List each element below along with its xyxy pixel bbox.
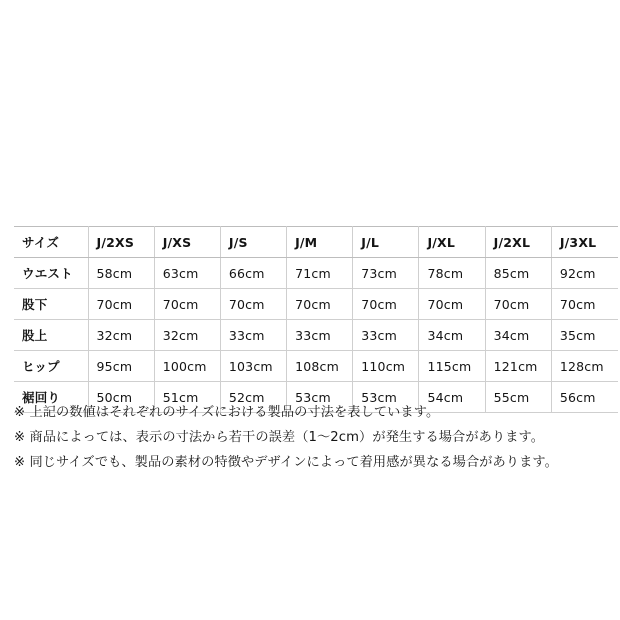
cell-hip-jl: 110cm — [353, 351, 419, 382]
cell-hem-jxl: 54cm — [419, 382, 485, 413]
cell-inseam-jm: 70cm — [287, 289, 353, 320]
column-header-js: J/S — [220, 227, 286, 258]
cell-hem-j2xl: 55cm — [485, 382, 551, 413]
cell-waist-jl: 73cm — [353, 258, 419, 289]
cell-rise-j2xl: 34cm — [485, 320, 551, 351]
cell-rise-j3xl: 35cm — [551, 320, 617, 351]
column-header-jxs: J/XS — [154, 227, 220, 258]
table-row — [14, 351, 618, 382]
cell-hem-js: 52cm — [220, 382, 286, 413]
cell-rise-jxs: 32cm — [154, 320, 220, 351]
cell-rise-jl: 33cm — [353, 320, 419, 351]
cell-hip-jxl: 115cm — [419, 351, 485, 382]
cell-hip-j2xs: 95cm — [88, 351, 154, 382]
cell-waist-j2xs: 58cm — [88, 258, 154, 289]
note-item: ※ 上記の数値はそれぞれのサイズにおける製品の寸法を表しています。 — [14, 405, 440, 420]
size-table-container — [14, 226, 606, 413]
cell-hem-jm: 53cm — [287, 382, 353, 413]
column-header-jl: J/L — [353, 227, 419, 258]
table-row — [14, 320, 618, 351]
cell-hem-j3xl: 56cm — [551, 382, 617, 413]
notes-list — [14, 400, 610, 475]
cell-rise-jm: 33cm — [287, 320, 353, 351]
note-item: ※ 同じサイズでも、製品の素材の特徴やデザインによって着用感が異なる場合があります。 — [14, 455, 558, 470]
column-header-jxl: J/XL — [419, 227, 485, 258]
cell-hip-js: 103cm — [220, 351, 286, 382]
cell-hem-jxs: 51cm — [154, 382, 220, 413]
cell-hip-jxs: 100cm — [154, 351, 220, 382]
cell-hip-jm: 108cm — [287, 351, 353, 382]
note-item: ※ 商品によっては、表示の寸法から若干の誤差（1〜2cm）が発生する場合があります。 — [14, 430, 545, 445]
cell-hip-j3xl: 128cm — [551, 351, 617, 382]
row-label-waist: ウエスト — [14, 258, 88, 289]
column-header-j2xs: J/2XS — [88, 227, 154, 258]
column-header-j2xl: J/2XL — [485, 227, 551, 258]
row-label-hip: ヒップ — [14, 351, 88, 382]
cell-inseam-j2xl: 70cm — [485, 289, 551, 320]
size-table-head — [14, 227, 618, 258]
row-label-inseam: 股下 — [14, 289, 88, 320]
table-header-row — [14, 227, 618, 258]
cell-rise-jxl: 34cm — [419, 320, 485, 351]
column-header-jm: J/M — [287, 227, 353, 258]
size-table — [14, 226, 618, 413]
column-header-j3xl: J/3XL — [551, 227, 617, 258]
column-header-size: サイズ — [14, 227, 88, 258]
table-row — [14, 258, 618, 289]
cell-waist-j3xl: 92cm — [551, 258, 617, 289]
table-row — [14, 289, 618, 320]
cell-inseam-jxs: 70cm — [154, 289, 220, 320]
row-label-hem: 裾回り — [14, 382, 88, 413]
cell-rise-js: 33cm — [220, 320, 286, 351]
cell-waist-jm: 71cm — [287, 258, 353, 289]
cell-waist-jxl: 78cm — [419, 258, 485, 289]
cell-hem-jl: 53cm — [353, 382, 419, 413]
cell-rise-j2xs: 32cm — [88, 320, 154, 351]
cell-hip-j2xl: 121cm — [485, 351, 551, 382]
cell-waist-j2xl: 85cm — [485, 258, 551, 289]
cell-hem-j2xs: 50cm — [88, 382, 154, 413]
cell-inseam-jxl: 70cm — [419, 289, 485, 320]
cell-waist-js: 66cm — [220, 258, 286, 289]
row-label-rise: 股上 — [14, 320, 88, 351]
cell-inseam-jl: 70cm — [353, 289, 419, 320]
cell-inseam-j3xl: 70cm — [551, 289, 617, 320]
cell-waist-jxs: 63cm — [154, 258, 220, 289]
cell-inseam-js: 70cm — [220, 289, 286, 320]
size-table-body — [14, 258, 618, 413]
cell-inseam-j2xs: 70cm — [88, 289, 154, 320]
